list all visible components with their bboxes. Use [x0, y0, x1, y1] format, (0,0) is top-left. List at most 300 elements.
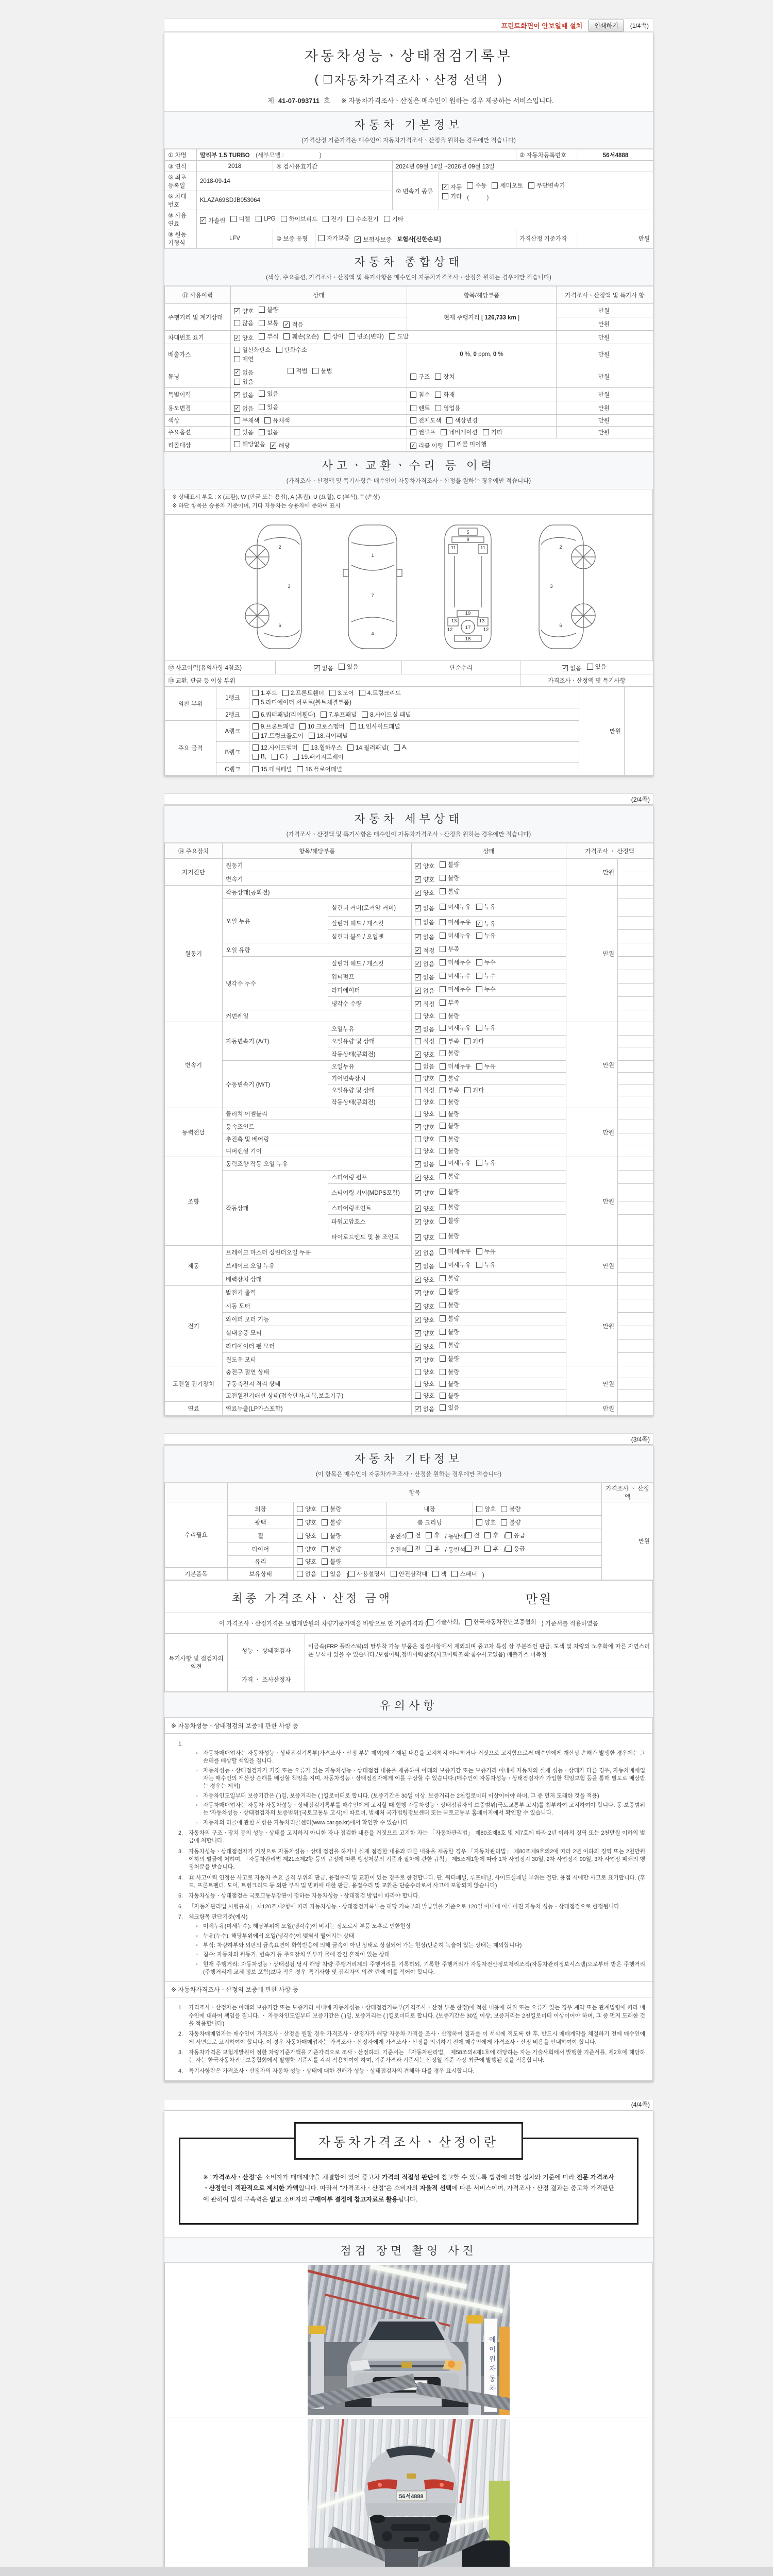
checkbox[interactable]	[415, 1099, 421, 1105]
option-미세누유[interactable]	[440, 918, 470, 926]
option-있음[interactable]	[259, 389, 278, 398]
checkbox[interactable]	[362, 711, 368, 718]
checkbox[interactable]	[276, 347, 282, 353]
option-불량[interactable]	[440, 1012, 459, 1020]
checkbox[interactable]	[348, 1571, 355, 1577]
option-있음[interactable]	[339, 663, 358, 671]
checkbox[interactable]	[234, 429, 240, 435]
option-불량[interactable]	[440, 1232, 459, 1240]
option-전[interactable]	[407, 1545, 421, 1553]
checkbox[interactable]	[253, 699, 259, 705]
option-부족[interactable]	[440, 945, 459, 953]
checkbox[interactable]: ✓	[562, 665, 567, 672]
option-미세누유[interactable]	[440, 1062, 470, 1071]
checkbox[interactable]	[440, 888, 446, 894]
checkbox[interactable]: ✓	[415, 988, 421, 994]
option-적정[interactable]	[415, 946, 434, 955]
checkbox[interactable]	[440, 1160, 446, 1166]
option-양호[interactable]	[415, 1343, 434, 1351]
option-양호[interactable]	[415, 889, 434, 897]
checkbox[interactable]: ✓	[415, 890, 421, 896]
checkbox[interactable]	[415, 1111, 421, 1117]
option-누수[interactable]	[476, 958, 496, 967]
checkbox[interactable]	[440, 1262, 446, 1268]
option-후[interactable]	[484, 1531, 498, 1539]
option-양호[interactable]	[476, 1505, 496, 1513]
checkbox[interactable]	[440, 973, 446, 979]
option-양호[interactable]	[415, 1233, 434, 1242]
checkbox[interactable]	[440, 1369, 446, 1375]
option-렌트[interactable]	[410, 404, 430, 412]
checkbox[interactable]	[234, 347, 240, 353]
checkbox[interactable]	[347, 216, 354, 222]
checkbox[interactable]	[451, 1571, 458, 1577]
checkbox[interactable]	[440, 1289, 446, 1295]
option-자동[interactable]	[442, 183, 462, 191]
checkbox[interactable]	[253, 723, 259, 730]
checkbox[interactable]: ✓	[271, 443, 276, 449]
checkbox[interactable]	[297, 766, 303, 772]
option-불량[interactable]	[440, 1368, 459, 1376]
option-불량[interactable]	[440, 1122, 459, 1130]
option-양호[interactable]	[415, 1368, 434, 1376]
option-양호[interactable]	[415, 1329, 434, 1337]
checkbox[interactable]	[442, 193, 448, 199]
option-미세누수[interactable]	[440, 985, 470, 993]
option-불량[interactable]	[440, 1110, 459, 1118]
option-불량[interactable]	[322, 1557, 341, 1566]
checkbox[interactable]	[253, 711, 259, 718]
option-전[interactable]	[465, 1545, 479, 1553]
checkbox[interactable]: ✓	[415, 1124, 421, 1131]
option-매연[interactable]	[234, 355, 254, 363]
checkbox[interactable]	[230, 216, 237, 222]
checkbox[interactable]	[476, 959, 482, 965]
checkbox[interactable]	[440, 1099, 446, 1105]
option-16.플로어패널[interactable]	[297, 765, 342, 773]
option-변조(변타)[interactable]	[349, 332, 384, 341]
option-양호[interactable]	[297, 1518, 316, 1527]
checkbox[interactable]: ✓	[415, 1234, 421, 1241]
checkbox[interactable]: ✓	[284, 321, 290, 328]
checkbox[interactable]	[322, 1546, 328, 1552]
checkbox[interactable]	[297, 1506, 303, 1512]
option-양호[interactable]	[415, 1098, 434, 1106]
checkbox[interactable]	[440, 1148, 446, 1154]
checkbox[interactable]	[483, 429, 489, 435]
option-적정[interactable]	[415, 1037, 434, 1045]
option-없음[interactable]	[314, 664, 333, 672]
option-불량[interactable]	[259, 306, 278, 314]
checkbox[interactable]: ✓	[415, 1190, 421, 1197]
option-부족[interactable]	[440, 1037, 459, 1045]
checkbox[interactable]	[440, 1087, 446, 1093]
option-있음[interactable]	[322, 1570, 341, 1578]
option-불량[interactable]	[440, 1098, 459, 1106]
option-미세누수[interactable]	[440, 972, 470, 980]
checkbox[interactable]	[465, 1546, 472, 1552]
option-미세누유[interactable]	[440, 931, 470, 940]
checkbox[interactable]	[440, 1189, 446, 1195]
checkbox[interactable]	[234, 441, 240, 447]
checkbox[interactable]	[440, 875, 446, 881]
option-8.사이드실 패널[interactable]	[362, 710, 411, 719]
checkbox[interactable]	[476, 1248, 482, 1255]
option-수동[interactable]	[467, 181, 486, 190]
option-양호[interactable]	[234, 334, 254, 342]
checkbox[interactable]	[322, 1506, 328, 1512]
option-양호[interactable]	[415, 1135, 434, 1143]
option-불량[interactable]	[440, 1274, 459, 1282]
checkbox[interactable]	[410, 374, 416, 380]
option-보통[interactable]	[259, 319, 278, 327]
checkbox[interactable]	[259, 333, 265, 340]
option-유채색[interactable]	[264, 416, 290, 425]
option-불량[interactable]	[440, 1328, 459, 1336]
option-불량[interactable]	[440, 1314, 459, 1323]
option-누수[interactable]	[476, 985, 496, 993]
option-양호[interactable]	[415, 1110, 434, 1118]
checkbox[interactable]	[440, 999, 446, 1006]
checkbox[interactable]	[324, 75, 332, 83]
checkbox[interactable]	[234, 417, 240, 423]
option-기술사회,[interactable]	[427, 1618, 460, 1627]
checkbox[interactable]	[440, 1393, 446, 1399]
checkbox[interactable]	[484, 1532, 491, 1538]
checkbox[interactable]	[410, 405, 416, 411]
option-불량[interactable]	[322, 1545, 341, 1553]
option-없음[interactable]	[415, 1249, 434, 1257]
checkbox[interactable]	[440, 1404, 446, 1411]
option-없음[interactable]	[415, 973, 434, 981]
option-후[interactable]	[426, 1545, 440, 1553]
checkbox[interactable]	[440, 1302, 446, 1308]
checkbox[interactable]	[476, 904, 482, 910]
checkbox[interactable]	[435, 392, 441, 398]
checkbox[interactable]	[415, 1148, 421, 1154]
checkbox[interactable]	[467, 182, 473, 189]
option-누유[interactable]	[476, 920, 496, 928]
checkbox[interactable]: ✓	[415, 1406, 421, 1413]
checkbox[interactable]	[587, 664, 593, 670]
option-미세누유[interactable]	[440, 1261, 470, 1269]
checkbox[interactable]: ✓	[415, 1052, 421, 1058]
checkbox[interactable]	[440, 933, 446, 939]
option-누수[interactable]	[476, 972, 496, 980]
checkbox[interactable]	[389, 333, 395, 340]
checkbox[interactable]	[465, 1532, 472, 1538]
checkbox[interactable]: ✓	[200, 217, 206, 224]
option-적법[interactable]	[288, 367, 307, 375]
option-양호[interactable]	[415, 1356, 434, 1364]
option-불량[interactable]	[440, 1074, 459, 1082]
checkbox[interactable]	[501, 1506, 507, 1512]
checkbox[interactable]	[253, 733, 259, 739]
option-있음[interactable]	[234, 428, 254, 436]
checkbox[interactable]	[440, 986, 446, 992]
option-1.후드[interactable]	[253, 689, 277, 697]
option-하이브리드[interactable]	[281, 215, 318, 223]
option-양호[interactable]	[234, 307, 254, 315]
option-자동차가격조사ㆍ산정 선택[interactable]	[324, 71, 488, 88]
checkbox[interactable]: ✓	[234, 369, 240, 376]
option-썬루프[interactable]	[410, 428, 435, 436]
checkbox[interactable]	[440, 904, 446, 910]
option-사용설명서[interactable]	[348, 1570, 385, 1578]
checkbox[interactable]	[407, 1546, 413, 1552]
checkbox[interactable]	[324, 333, 330, 340]
option-7.루프패널[interactable]	[321, 710, 357, 719]
option-6.쿼터패널(리어휀다)[interactable]	[253, 710, 315, 719]
option-양호[interactable]	[415, 1189, 434, 1197]
checkbox[interactable]	[441, 429, 447, 435]
checkbox[interactable]: ✓	[415, 1219, 421, 1226]
option-9.프론트패널[interactable]	[253, 722, 294, 731]
checkbox[interactable]	[435, 405, 441, 411]
checkbox[interactable]	[323, 216, 329, 222]
checkbox[interactable]: ✓	[415, 947, 421, 954]
option-한국자동차진단보증협회[interactable]	[465, 1618, 536, 1627]
option-디젤[interactable]	[230, 215, 250, 223]
option-불량[interactable]	[322, 1532, 341, 1540]
option-양호[interactable]	[415, 1012, 434, 1020]
option-해당[interactable]	[270, 442, 290, 450]
option-있음[interactable]	[440, 1403, 459, 1412]
option-누유[interactable]	[476, 1024, 496, 1032]
option-화재[interactable]	[435, 391, 455, 399]
option-없음[interactable]	[415, 933, 434, 941]
checkbox[interactable]	[440, 1355, 446, 1362]
option-가솔린[interactable]	[200, 216, 225, 225]
checkbox[interactable]: ✓	[415, 1263, 421, 1270]
checkbox[interactable]	[464, 1038, 470, 1044]
option-누유[interactable]	[476, 1159, 496, 1167]
option-불량[interactable]	[440, 1287, 459, 1296]
checkbox[interactable]	[440, 1342, 446, 1348]
option-상이[interactable]	[324, 332, 344, 341]
option-전기[interactable]	[323, 215, 342, 223]
checkbox[interactable]	[415, 1393, 421, 1399]
checkbox[interactable]	[440, 1025, 446, 1031]
option-불량[interactable]	[440, 1188, 459, 1196]
option-2.프론트휀더[interactable]	[282, 689, 324, 697]
checkbox[interactable]: ✓	[234, 392, 240, 398]
option-5.라디에이터 서포트(볼트체결부품)[interactable]	[253, 698, 351, 706]
option-보험사보증[interactable]	[355, 235, 392, 244]
checkbox[interactable]	[283, 333, 290, 340]
checkbox[interactable]	[253, 744, 259, 751]
checkbox[interactable]	[312, 368, 318, 374]
option-누유[interactable]	[476, 903, 496, 911]
checkbox[interactable]	[440, 946, 446, 952]
option-양호[interactable]	[415, 875, 434, 884]
checkbox[interactable]	[476, 986, 482, 992]
option-17.트렁크플로어[interactable]	[253, 732, 304, 740]
option-불량[interactable]	[440, 1341, 459, 1349]
checkbox[interactable]	[440, 1050, 446, 1056]
option-기타[interactable]	[483, 428, 502, 436]
checkbox[interactable]	[476, 1025, 482, 1031]
option-무채색[interactable]	[234, 416, 259, 425]
option-응급[interactable]	[506, 1545, 525, 1553]
option-없음[interactable]	[562, 664, 581, 672]
option-과다[interactable]	[464, 1037, 484, 1045]
checkbox[interactable]	[415, 1038, 421, 1044]
option-해당없음[interactable]	[234, 440, 265, 448]
checkbox[interactable]	[359, 690, 365, 696]
option-불량[interactable]	[322, 1505, 341, 1513]
checkbox[interactable]	[293, 754, 299, 760]
checkbox[interactable]	[253, 690, 259, 696]
checkbox[interactable]	[484, 1546, 491, 1552]
checkbox[interactable]: ✓	[415, 961, 421, 968]
checkbox[interactable]	[440, 1329, 446, 1335]
checkbox[interactable]	[253, 754, 259, 760]
option-없음[interactable]	[415, 904, 434, 912]
checkbox[interactable]	[464, 1087, 470, 1093]
option-양호[interactable]	[415, 1074, 434, 1082]
checkbox[interactable]	[253, 766, 259, 772]
checkbox[interactable]	[297, 1533, 303, 1539]
checkbox[interactable]: ✓	[415, 1206, 421, 1212]
option-양호[interactable]	[415, 1302, 434, 1311]
checkbox[interactable]	[288, 368, 294, 374]
option-구조[interactable]	[410, 372, 430, 381]
checkbox[interactable]: ✓	[234, 335, 240, 341]
checkbox[interactable]	[476, 1506, 482, 1512]
checkbox[interactable]	[440, 1381, 446, 1387]
option-양호[interactable]	[415, 1392, 434, 1400]
option-세미오토[interactable]	[492, 181, 523, 190]
checkbox[interactable]	[528, 182, 534, 189]
checkbox[interactable]	[415, 1087, 421, 1093]
option-양호[interactable]	[415, 1276, 434, 1284]
checkbox[interactable]	[384, 216, 390, 222]
option-미세누유[interactable]	[440, 1024, 470, 1032]
option-없음[interactable]	[415, 1405, 434, 1413]
option-불량[interactable]	[440, 1172, 459, 1180]
option-양호[interactable]	[297, 1532, 316, 1540]
checkbox[interactable]: ✓	[415, 863, 421, 870]
option-리콜 미이행[interactable]	[448, 440, 487, 448]
checkbox[interactable]	[259, 307, 265, 313]
checkbox[interactable]	[426, 1546, 432, 1552]
option-18.리어패널[interactable]	[309, 732, 348, 740]
checkbox[interactable]: ✓	[415, 1330, 421, 1337]
option-13.휠하우스[interactable]	[303, 743, 342, 752]
checkbox[interactable]: ✓	[234, 308, 240, 314]
option-네비게이션[interactable]	[441, 428, 478, 436]
option-장치[interactable]	[435, 372, 455, 381]
checkbox[interactable]	[407, 1532, 413, 1538]
checkbox[interactable]: ✓	[355, 236, 361, 243]
option-없음[interactable]	[415, 918, 434, 926]
checkbox[interactable]: ✓	[314, 665, 320, 672]
option-적음[interactable]	[283, 320, 303, 329]
option-불량[interactable]	[440, 887, 459, 895]
checkbox[interactable]	[299, 723, 306, 730]
option-기타[interactable]	[384, 215, 404, 223]
option-있음[interactable]	[234, 378, 254, 386]
checkbox[interactable]: ✓	[415, 876, 421, 883]
checkbox[interactable]	[410, 417, 416, 423]
option-C )[interactable]	[272, 754, 288, 760]
checkbox[interactable]: ✓	[415, 1277, 421, 1283]
option-15.대쉬패널[interactable]	[253, 765, 292, 773]
checkbox[interactable]	[440, 1136, 446, 1142]
checkbox[interactable]	[303, 744, 309, 751]
checkbox[interactable]	[234, 379, 240, 385]
checkbox[interactable]	[259, 320, 265, 326]
checkbox[interactable]	[309, 733, 315, 739]
option-미세누유[interactable]	[440, 1159, 470, 1167]
checkbox[interactable]	[476, 933, 482, 939]
checkbox[interactable]	[432, 1571, 439, 1577]
checkbox[interactable]	[440, 1075, 446, 1081]
option-불법[interactable]	[312, 367, 332, 375]
checkbox[interactable]	[440, 1275, 446, 1281]
option-없음[interactable]	[415, 1062, 434, 1071]
checkbox[interactable]	[410, 429, 416, 435]
checkbox[interactable]	[415, 1381, 421, 1387]
option-B,[interactable]	[253, 754, 266, 760]
checkbox[interactable]: ✓	[415, 1161, 421, 1168]
checkbox[interactable]	[440, 1038, 446, 1044]
checkbox[interactable]	[476, 1519, 482, 1526]
option-많음[interactable]	[234, 319, 254, 327]
option-불량[interactable]	[322, 1518, 341, 1527]
option-부족[interactable]	[440, 998, 459, 1007]
option-색상변경[interactable]	[446, 416, 477, 425]
checkbox[interactable]	[259, 429, 265, 435]
option-불량[interactable]	[440, 1301, 459, 1309]
checkbox[interactable]	[297, 1546, 303, 1552]
checkbox[interactable]	[272, 754, 278, 760]
option-응급[interactable]	[506, 1531, 525, 1539]
checkbox[interactable]	[281, 216, 287, 222]
checkbox[interactable]	[440, 1013, 446, 1019]
option-불량[interactable]	[501, 1505, 520, 1513]
option-14.필러패널([interactable]	[347, 743, 389, 752]
checkbox[interactable]	[440, 1063, 446, 1070]
checkbox[interactable]: ✓	[477, 921, 482, 927]
checkbox[interactable]	[440, 919, 446, 925]
option-없음[interactable]	[415, 987, 434, 995]
option-누유[interactable]	[476, 1261, 496, 1269]
checkbox[interactable]: ✓	[415, 1175, 421, 1181]
checkbox[interactable]	[282, 690, 289, 696]
checkbox[interactable]	[476, 1063, 482, 1070]
checkbox[interactable]	[415, 919, 421, 925]
checkbox[interactable]	[322, 1533, 328, 1539]
option-없음[interactable]	[297, 1570, 316, 1578]
checkbox[interactable]	[322, 1519, 328, 1526]
option-부식[interactable]	[259, 332, 278, 341]
option-불량[interactable]	[501, 1518, 520, 1527]
checkbox[interactable]	[440, 1217, 446, 1224]
checkbox[interactable]	[259, 404, 265, 410]
option-미세누유[interactable]	[440, 903, 470, 911]
checkbox[interactable]	[329, 690, 335, 696]
checkbox[interactable]	[440, 1173, 446, 1179]
checkbox[interactable]	[440, 861, 446, 868]
option-영업용[interactable]	[435, 404, 460, 412]
checkbox[interactable]	[321, 711, 327, 718]
option-양호[interactable]	[415, 1174, 434, 1182]
checkbox[interactable]	[256, 216, 262, 222]
option-10.크로스멤버[interactable]	[299, 722, 345, 731]
option-기타[interactable]	[442, 192, 462, 200]
